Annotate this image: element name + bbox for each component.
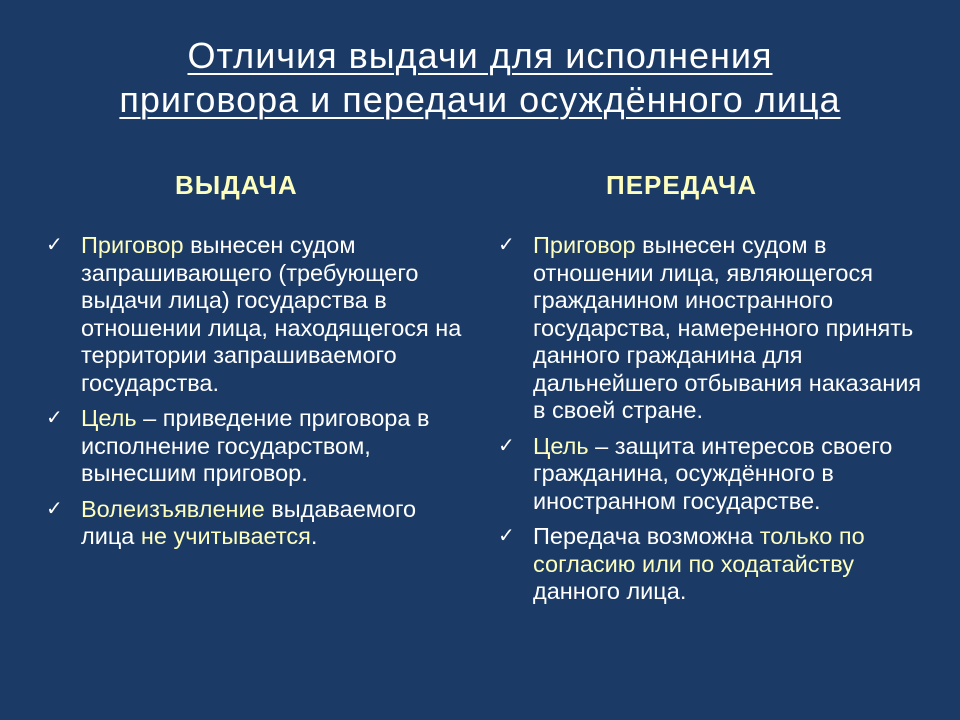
highlight-text: Приговор bbox=[533, 232, 636, 258]
list-item bbox=[498, 433, 928, 516]
list-item bbox=[46, 232, 466, 397]
highlight-text: Волеизъявление bbox=[81, 495, 265, 522]
list-item bbox=[498, 232, 928, 425]
list-item bbox=[46, 405, 466, 488]
item-text: . bbox=[310, 523, 318, 549]
check-icon: ✓ bbox=[46, 407, 63, 429]
slide-title-line-1: Отличия выдачи для исполнения bbox=[187, 35, 773, 76]
item-text: Передача возможна bbox=[533, 523, 760, 549]
highlight-text: Приговор bbox=[81, 232, 184, 258]
highlight-text: только по согласию или по ходатайству bbox=[533, 523, 865, 577]
item-text: вынесен судом запрашивающего (требующего выдачи лица) государства в отношении лица, находящегося на территории запрашиваемого государства. bbox=[81, 232, 462, 396]
item-text: данного лица. bbox=[533, 578, 687, 604]
left-column-heading: ВЫДАЧА bbox=[175, 170, 298, 200]
check-icon: ✓ bbox=[46, 497, 63, 520]
list-item bbox=[498, 523, 928, 606]
check-icon: ✓ bbox=[498, 434, 515, 457]
list-item bbox=[46, 496, 466, 551]
item-text: вынесен судом в отношении лица, являющегося гражданином иностранного государства, намеренного принять данного гражданина для дальнейшего отбывания наказания в своей стране. bbox=[533, 232, 922, 423]
check-icon: ✓ bbox=[498, 525, 515, 547]
check-icon: ✓ bbox=[498, 234, 515, 256]
highlight-text: Цель bbox=[533, 432, 589, 459]
highlight-text: не учитывается bbox=[140, 523, 311, 549]
check-icon: ✓ bbox=[46, 234, 63, 256]
item-text: выдаваемого лица bbox=[81, 495, 417, 549]
highlight-text: Цель bbox=[81, 405, 137, 431]
item-text: – защита интересов своего гражданина, осуждённого в иностранном государстве. bbox=[533, 432, 893, 514]
left-column-list bbox=[46, 232, 466, 559]
right-column-list bbox=[498, 232, 928, 614]
slide-title bbox=[0, 34, 960, 122]
item-text: – приведение приговора в исполнение государством, вынесшим приговор. bbox=[81, 405, 430, 486]
slide-title-line-2: приговора и передачи осуждённого лица bbox=[119, 79, 841, 120]
right-column-heading: ПЕРЕДАЧА bbox=[606, 170, 758, 200]
